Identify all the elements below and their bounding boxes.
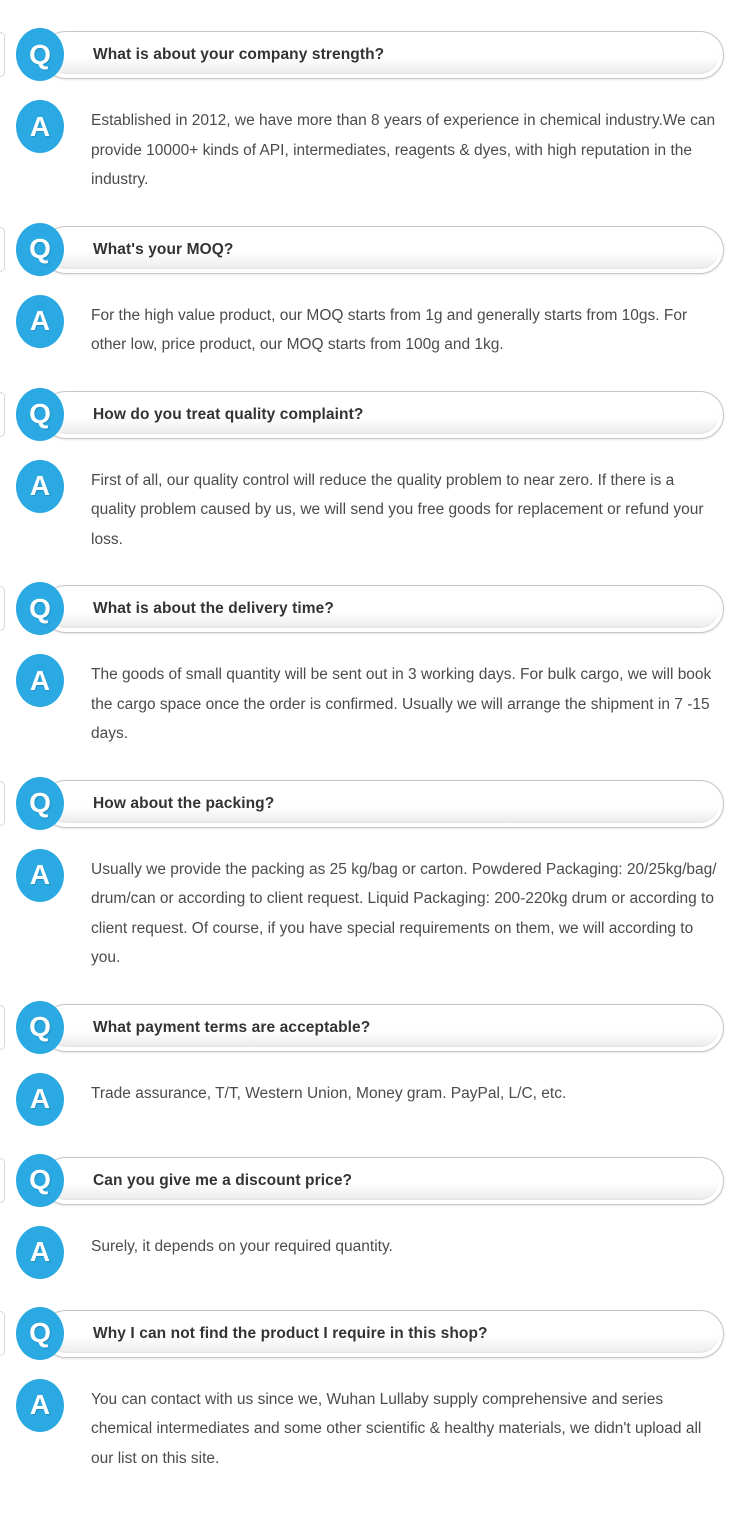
cropped-pill-edge [0,227,5,272]
question-row [16,779,724,829]
faq-item [16,1309,724,1474]
q-badge-letter: Q [29,592,51,624]
q-badge [16,1154,64,1207]
answer-row [16,100,724,195]
a-badge-letter: A [29,664,51,696]
question-text: What's your MOQ? [93,240,234,258]
a-badge-letter: A [29,859,51,890]
a-badge [16,1073,64,1126]
q-badge-letter: Q [29,787,51,818]
q-badge-letter: Q [29,398,51,429]
a-badge [16,654,64,707]
question-pill[interactable] [42,585,724,633]
answer-row [16,849,724,973]
question-pill[interactable] [42,1004,724,1052]
q-badge-letter: Q [29,38,51,70]
question-text: What is about your company strength? [93,46,385,63]
q-badge-letter: Q [29,1317,51,1348]
answer-row [16,1379,724,1474]
a-badge-letter: A [29,110,51,142]
question-pill[interactable] [42,1157,724,1205]
faq-item [16,1156,724,1279]
question-pill[interactable] [42,391,724,439]
a-badge [16,1226,64,1279]
answer-row [16,295,724,360]
a-badge [16,849,64,902]
faq-item [16,390,724,555]
faq-item [16,225,724,360]
answer-text: Surely, it depends on your required quantity. [91,1237,393,1255]
question-row [16,1003,724,1053]
question-row [16,1156,724,1206]
answer-text: Trade assurance, T/T, Western Union, Money gram. PayPal, L/C, etc. [91,1084,567,1102]
a-badge-letter: A [29,1389,51,1420]
cropped-pill-edge [0,1158,5,1203]
q-badge [16,1001,64,1054]
cropped-pill-edge [0,32,5,77]
answer-text: The goods of small quantity will be sent out in 3 working days. For bulk cargo, we will book the cargo space once the order is confirmed. Usually we will arrange the shipment in 7 -15 days. [91,666,712,742]
question-text: What is about the delivery time? [93,600,334,617]
question-text: What payment terms are acceptable? [93,1018,371,1036]
question-pill-inner [47,785,719,823]
a-badge-letter: A [29,305,51,336]
question-pill-inner [47,396,719,434]
question-pill-inner [47,1315,719,1353]
faq-item [16,584,724,749]
q-badge [16,388,64,441]
answer-text: First of all, our quality control will reduce the quality problem to near zero. If there is a quality problem caused by us, we will send you free goods for replacement or refund your loss. [91,471,704,548]
answer-text: Usually we provide the packing as 25 kg/bag or carton. Powdered Packaging: 20/25kg/bag/ drum/can or according to client request. Liquid Packaging: 200-220kg drum or according to client request. Of course, if you have special requirements on them, we will according to you. [91,860,717,966]
q-badge [16,777,64,830]
faq-item [16,30,724,195]
question-text: How do you treat quality complaint? [93,405,364,423]
question-row [16,390,724,440]
answer-text: Established in 2012, we have more than 8 years of experience in chemical industry.We can provide 10000+ kinds of API, intermediates, reagents & dyes, with high reputation in the industry. [91,112,716,188]
question-text: Why I can not find the product I require in this shop? [93,1324,488,1342]
cropped-pill-edge [0,392,5,437]
q-badge-letter: Q [29,1011,51,1042]
cropped-pill-edge [0,1005,5,1050]
a-badge-letter: A [29,1236,51,1267]
question-pill[interactable] [42,1310,724,1358]
q-badge-letter: Q [29,1164,51,1195]
question-pill-inner [47,1162,719,1200]
q-badge [16,223,64,276]
a-badge-letter: A [29,470,51,501]
q-badge-letter: Q [29,233,51,264]
question-text: Can you give me a discount price? [93,1171,353,1189]
q-badge [16,582,64,635]
a-badge [16,460,64,513]
question-text: How about the packing? [93,794,275,812]
question-row [16,1309,724,1359]
a-badge [16,295,64,348]
question-row [16,225,724,275]
answer-row [16,460,724,555]
question-pill[interactable] [42,780,724,828]
q-badge [16,28,64,81]
a-badge [16,100,64,153]
cropped-pill-edge [0,586,5,631]
question-pill[interactable] [42,31,724,79]
answer-row [16,654,724,749]
answer-text: You can contact with us since we, Wuhan Lullaby supply comprehensive and series chemical intermediates and some other scientific & healthy materials, we didn't upload all our list on this site. [91,1390,702,1467]
cropped-pill-edge [0,781,5,826]
question-pill-inner [47,36,719,74]
question-row [16,584,724,634]
answer-row [16,1226,724,1279]
question-row [16,30,724,80]
q-badge [16,1307,64,1360]
question-pill-inner [47,231,719,269]
a-badge [16,1379,64,1432]
a-badge-letter: A [29,1083,51,1114]
cropped-pill-edge [0,1311,5,1356]
answer-row [16,1073,724,1126]
question-pill[interactable] [42,226,724,274]
question-pill-inner [47,1009,719,1047]
faq-item [16,779,724,973]
answer-text: For the high value product, our MOQ starts from 1g and generally starts from 10gs. For other low, price product, our MOQ starts from 100g and 1kg. [91,306,688,353]
question-pill-inner [47,590,719,628]
faq-item [16,1003,724,1126]
